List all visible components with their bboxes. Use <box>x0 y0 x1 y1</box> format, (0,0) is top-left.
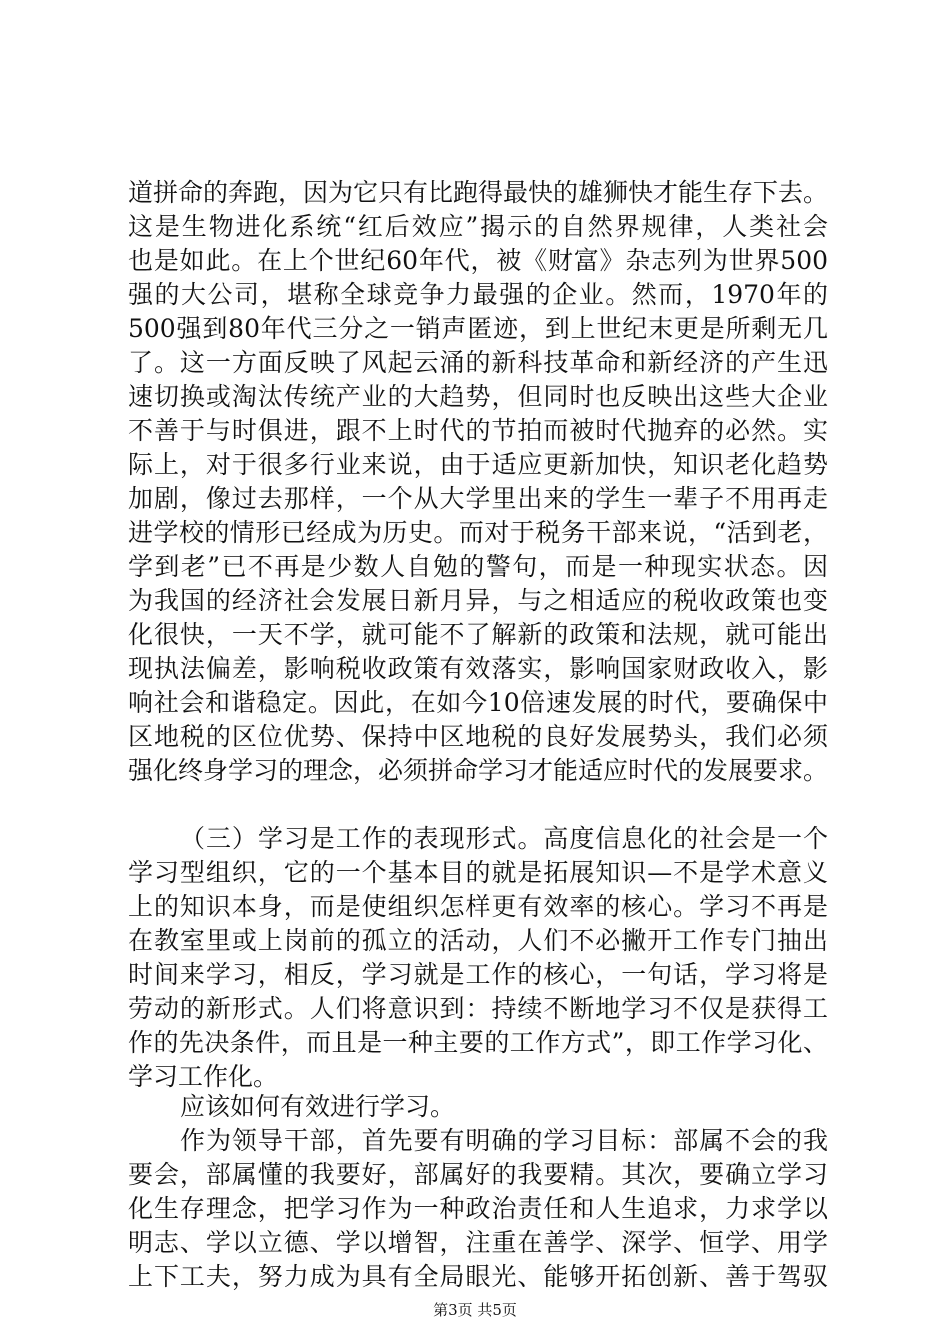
paragraph-1-line-12: 学到老”已不再是少数人自勉的警句，而是一种现实状态。因 <box>128 552 828 581</box>
paragraph-1-line-8: 不善于与时俱进，跟不上时代的节拍而被时代抛弃的必然。实 <box>128 416 828 445</box>
paragraph-1-line-16: 响社会和谐稳定。因此，在如今10倍速发展的时代，要确保中 <box>128 688 828 717</box>
paragraph-2-line-4: 在教室里或上岗前的孤立的活动，人们不必撇开工作专门抽出 <box>128 926 828 955</box>
paragraph-1-line-6: 了。这一方面反映了风起云涌的新科技革命和新经济的产生迅 <box>128 348 828 377</box>
paragraph-1-line-9: 际上，对于很多行业来说，由于适应更新加快，知识老化趋势 <box>128 450 828 479</box>
paragraph-2-line-6: 劳动的新形式。人们将意识到：持续不断地学习不仅是获得工 <box>128 994 828 1023</box>
paragraph-2-line-5: 时间来学习，相反，学习就是工作的核心，一句话，学习将是 <box>128 960 828 989</box>
paragraph-1-line-5: 500强到80年代三分之一销声匿迹，到上世纪末更是所剩无几 <box>128 314 828 343</box>
paragraph-1-line-3: 也是如此。在上个世纪60年代，被《财富》杂志列为世界500 <box>128 246 828 275</box>
paragraph-1-line-10: 加剧，像过去那样，一个从大学里出来的学生一辈子不用再走 <box>128 484 828 513</box>
paragraph-1-line-7: 速切换或淘汰传统产业的大趋势，但同时也反映出这些大企业 <box>128 382 828 411</box>
paragraph-1-line-14: 化很快，一天不学，就可能不了解新的政策和法规，就可能出 <box>128 620 828 649</box>
paragraph-4-line-3: 化生存理念，把学习作为一种政治责任和人生追求，力求学以 <box>128 1194 828 1223</box>
page-footer: 第3页 共5页 <box>433 1301 517 1319</box>
paragraph-2-line-1: （三）学习是工作的表现形式。高度信息化的社会是一个 <box>180 824 828 853</box>
paragraph-4-line-5: 上下工夫，努力成为具有全局眼光、能够开拓创新、善于驾驭 <box>128 1262 828 1291</box>
paragraph-1-line-4: 强的大公司，堪称全球竞争力最强的企业。然而，1970年的 <box>128 280 828 309</box>
paragraph-2-line-7: 作的先决条件，而且是一种主要的工作方式”，即工作学习化、 <box>128 1028 828 1057</box>
paragraph-1-line-1: 道拼命的奔跑，因为它只有比跑得最快的雄狮快才能生存下去。 <box>128 178 829 207</box>
paragraph-1-line-13: 为我国的经济社会发展日新月异，与之相适应的税收政策也变 <box>128 586 828 615</box>
paragraph-1-line-18: 强化终身学习的理念，必须拼命学习才能适应时代的发展要求。 <box>128 756 829 785</box>
paragraph-1-line-2: 这是生物进化系统“红后效应”揭示的自然界规律，人类社会 <box>128 212 828 241</box>
paragraph-4-line-1: 作为领导干部，首先要有明确的学习目标：部属不会的我 <box>180 1126 828 1155</box>
paragraph-2-line-3: 上的知识本身，而是使组织怎样更有效率的核心。学习不再是 <box>128 892 828 921</box>
paragraph-4-line-4: 明志、学以立德、学以增智，注重在善学、深学、恒学、用学 <box>128 1228 828 1257</box>
paragraph-1-line-15: 现执法偏差，影响税收政策有效落实，影响国家财政收入，影 <box>128 654 828 683</box>
paragraph-1-line-11: 进学校的情形已经成为历史。而对于税务干部来说，“活到老， <box>128 518 828 547</box>
paragraph-1-line-17: 区地税的区位优势、保持中区地税的良好发展势头，我们必须 <box>128 722 828 751</box>
paragraph-3: 应该如何有效进行学习。 <box>180 1092 456 1121</box>
paragraph-4-line-2: 要会，部属懂的我要好，部属好的我要精。其次，要确立学习 <box>128 1160 828 1189</box>
paragraph-2-line-8: 学习工作化。 <box>128 1062 279 1091</box>
paragraph-2-line-2: 学习型组织，它的一个基本目的就是拓展知识—不是学术意义 <box>128 858 828 887</box>
